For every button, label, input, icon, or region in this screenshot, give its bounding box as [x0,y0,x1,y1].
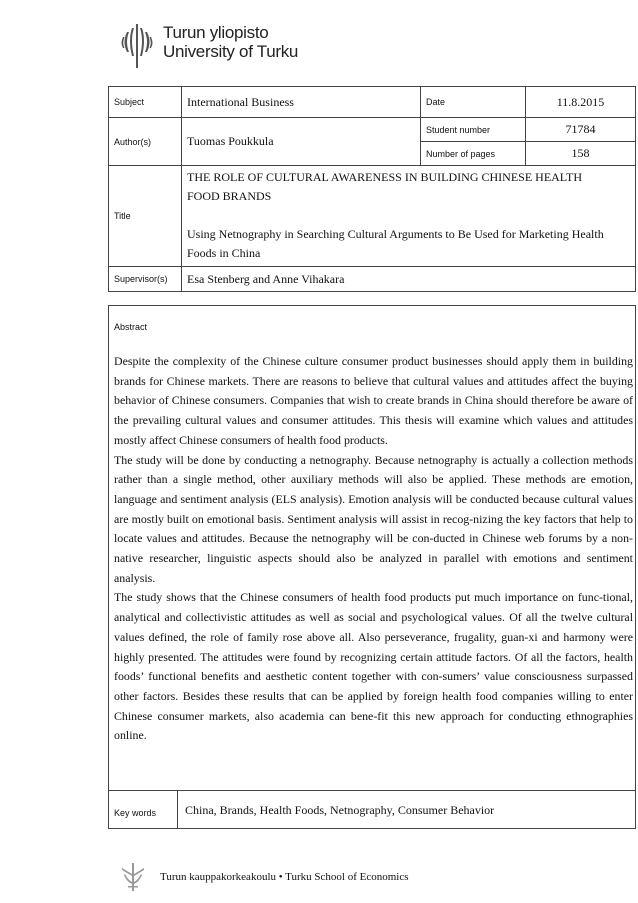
logo-line-english: University of Turku [163,42,299,61]
pages-value: 158 [526,142,636,166]
keywords-value: China, Brands, Health Foods, Netnography, Consumer Behavior [185,803,495,817]
thesis-title-line1: THE ROLE OF CULTURAL AWARENESS IN BUILDING CHINESE HEALTH [187,170,583,184]
abstract-paragraph: The study will be done by conducting a netnography. Because netnography is actually a collection methods rather than a single method, other auxiliary methods will also be applied. These methods are emotion, language and sentiment analysis (ELS analysis). Emotion analysis will be conducted because cultural values are mostly built on emotional basis. Sentiment analysis will assist in recog-nizing the key factors that help to locate values and attitudes. Because the netnography will be con-ducted in Chinese web forums by a non-native researcher, linguistic aspects should also be analyzed in parallel with emotions and sentiment analysis. [114,452,633,585]
authors-value: Tuomas Poukkula [182,118,421,166]
university-emblem-icon [118,22,156,70]
university-logo [118,22,318,70]
thesis-subtitle-line1: Using Netnography in Searching Cultural Arguments to Be Used for Marketing Health [187,227,604,241]
pages-label: Number of pages [421,142,526,166]
subject-value: International Business [182,87,421,118]
abstract-body [114,352,633,746]
abstract-label: Abstract [114,322,148,332]
abstract-paragraph: Despite the complexity of the Chinese culture consumer product businesses should apply them in building brands for Chinese markets. There are reasons to believe that cultural values and attitudes affect the buying behavior of Chinese consumers. Companies that wish to create brands in China should therefore be aware of the prevailing cultural values and consumer attitudes. This thesis will examine which values and attitudes mostly affect Chinese consumers of health food products. [114,354,633,447]
keywords-divider [109,790,635,791]
student-number-value: 71784 [526,118,636,142]
footer-text: Turun kauppakorkeakoulu • Turku School of Economics [160,871,409,883]
keywords-column-divider [177,790,178,829]
supervisors-label: Supervisor(s) [109,267,182,292]
thesis-title-line2: FOOD BRANDS [187,189,272,203]
thesis-subtitle-line2: Foods in China [187,246,261,260]
subject-label: Subject [109,87,182,118]
supervisors-value: Esa Stenberg and Anne Vihakara [182,267,636,292]
title-label: Title [109,166,182,267]
school-emblem-icon [118,862,148,892]
footer [118,862,538,892]
abstract-box [108,305,636,829]
date-value: 11.8.2015 [526,87,636,118]
abstract-paragraph: The study shows that the Chinese consumers of health food products put much importance on func-tional, analytical and collectivistic attitudes as well as social and psychological values. Of all the twelve cultural values defined, the role of family rose above all. Also perseverance, frugality, guan-xi and harmony were highly presented. The attitudes were found by recognizing certain attitude factors. Of all the factors, health foods’ functional benefits and aesthetic content together with con-sumers’ value consciousness surpassed other factors. Besides these results that can be applied by foreign health food companies willing to enter Chinese consumer markets, also academia can bene-fit this new approach for conducting ethnographies online. [114,590,633,743]
student-number-label: Student number [421,118,526,142]
logo-line-finnish: Turun yliopisto [163,23,269,42]
keywords-label: Key words [114,808,157,818]
thesis-title-cell [182,166,636,267]
authors-label: Author(s) [109,118,182,166]
thesis-info-table [108,86,636,292]
date-label: Date [421,87,526,118]
